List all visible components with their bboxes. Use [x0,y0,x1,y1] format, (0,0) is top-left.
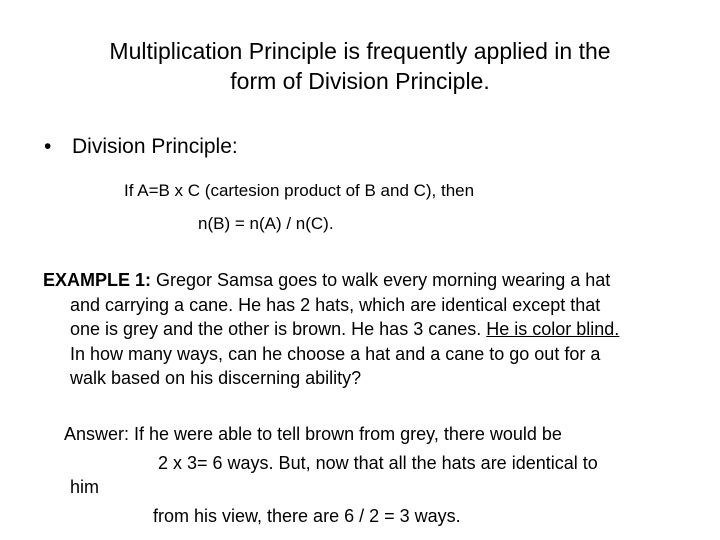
slide-title [0,36,720,96]
example-line-1-text: Gregor Samsa goes to walk every morning wearing a hat [151,270,611,290]
example-line-2: and carrying a cane. He has 2 hats, which are identical except that [70,294,601,315]
title-line-1: Multiplication Principle is frequently applied in the [109,38,611,64]
title-line-2: form of Division Principle. [230,68,490,94]
color-blind-emphasis: He is color blind. [486,319,620,339]
answer-line-3: him [70,477,100,497]
definition-formula: n(B) = n(A) / n(C). [198,214,334,233]
example-line-4: In how many ways, can he choose a hat and a cane to go out for a [70,343,601,364]
example-label: EXAMPLE 1: [43,270,152,290]
bullet-text: Division Principle: [72,135,238,158]
example-line-3-text: one is grey and the other is brown. He has 3 canes. [70,319,487,339]
answer-line-4: from his view, there are 6 / 2 = 3 ways. [153,506,461,526]
bullet-icon: • [44,135,52,158]
example-line-5: walk based on his discerning ability? [70,368,362,388]
example-paragraph [43,268,703,391]
example-line-1 [43,268,703,293]
answer-line-1: Answer: If he were able to tell brown from grey, there would be [64,424,562,444]
example-line-3 [43,317,703,342]
definition-line-1: If A=B x C (cartesion product of B and C), then [124,181,475,200]
answer-line-2: 2 x 3= 6 ways. But, now that all the hats are identical to [158,453,598,473]
bullet-item-division-principle [44,134,238,160]
